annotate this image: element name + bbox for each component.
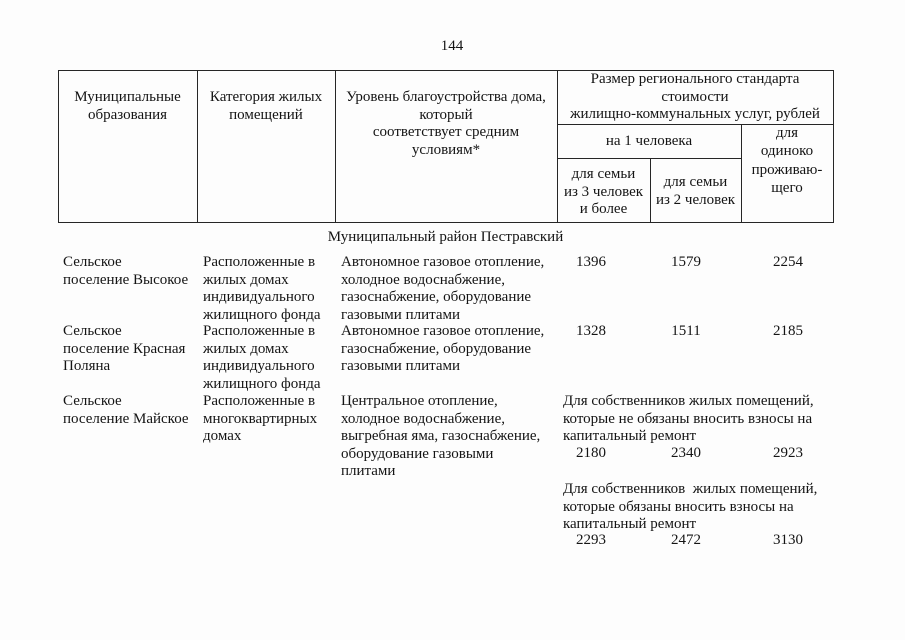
header-line: для — [775, 125, 799, 141]
row-level — [341, 323, 544, 376]
header-line: помещений — [229, 106, 303, 123]
header-line: из 3 человек — [563, 183, 644, 200]
cell-line: Сельское — [63, 393, 122, 409]
cell-line: которые обязаны вносить взносы на — [563, 498, 794, 515]
row-level — [341, 393, 540, 481]
header-line: проживаю- — [751, 161, 823, 178]
header-line: для семьи — [663, 174, 728, 190]
cell-line: жилых домах — [203, 340, 289, 357]
cell-line: которые не обязаны вносить взносы на — [563, 410, 813, 427]
header-level — [335, 89, 557, 159]
cell-line: выгребная яма, газоснабжение, — [341, 428, 541, 444]
value-family-2: 2340 — [671, 445, 701, 461]
owners-note — [563, 481, 817, 534]
value-single: 2254 — [773, 254, 803, 270]
cell-line: многоквартирных — [203, 410, 318, 427]
cell-line: Центральное отопление, — [341, 393, 498, 409]
value-family-3: 1328 — [576, 323, 606, 339]
cell-line: холодное водоснабжение, — [341, 271, 505, 288]
cell-line: поселение Красная — [63, 340, 186, 357]
cell-line: индивидуального — [203, 289, 315, 305]
cell-line: домах — [203, 428, 242, 444]
cell-line: капитальный ремонт — [563, 428, 697, 444]
header-line: образования — [87, 106, 168, 123]
district-title-text: Муниципальный район Пестравский — [327, 229, 564, 245]
cell-line: жилищного фонда — [203, 306, 321, 323]
row-municipality — [63, 393, 189, 428]
value-family-3: 2180 — [576, 445, 606, 461]
header-line: Уровень благоустройства дома, — [346, 89, 546, 105]
cell-line: поселение Высокое — [63, 271, 189, 288]
header-line: стоимости — [661, 88, 729, 105]
header-line: жилищно-коммунальных услуг, рублей — [570, 106, 820, 122]
value-family-2: 1511 — [671, 323, 701, 339]
header-single — [741, 124, 833, 197]
row-municipality — [63, 254, 188, 289]
cell-line: жилищного фонда — [203, 375, 321, 392]
cell-line: газовыми плитами — [341, 306, 461, 323]
row-category — [203, 393, 317, 446]
cell-line: Поляна — [63, 358, 111, 374]
cell-line: газовыми плитами — [341, 358, 461, 374]
value-single: 2185 — [773, 323, 803, 339]
cell-line: плитами — [341, 463, 396, 479]
header-line: на 1 человека — [605, 133, 693, 149]
header-line: одиноко — [760, 143, 814, 160]
row-category — [203, 254, 321, 324]
cell-line: Для собственников жилых помещений, — [563, 481, 818, 497]
header-line: и более — [579, 201, 628, 217]
header-line: щего — [771, 179, 803, 196]
cell-line: Для собственников жилых помещений, — [563, 393, 814, 409]
value-family-3: 2293 — [576, 532, 606, 548]
cell-line: Автономное газовое отопление, — [341, 323, 545, 339]
cell-line: индивидуального — [203, 358, 315, 374]
cell-line: газоснабжение, оборудование — [341, 340, 532, 357]
row-level — [341, 254, 544, 324]
cell-line: поселение Майское — [63, 410, 189, 427]
header-per-person — [557, 133, 741, 151]
value-family-2: 2472 — [671, 532, 701, 548]
value-family-3: 1396 — [576, 254, 606, 270]
cell-line: Сельское — [63, 323, 122, 339]
header-line: Категория жилых — [209, 89, 323, 105]
row-rule — [557, 158, 741, 159]
value-single: 3130 — [773, 532, 803, 548]
cell-line: холодное водоснабжение, — [341, 410, 505, 427]
row-municipality — [63, 323, 185, 376]
district-title — [58, 229, 833, 247]
header-line: из 2 человек — [655, 191, 736, 208]
header-family-3 — [557, 166, 650, 219]
header-standard — [557, 71, 833, 124]
header-family-2 — [650, 174, 741, 209]
cell-line: капитальный ремонт — [563, 516, 697, 532]
header-municipality — [58, 89, 197, 124]
page-number: 144 — [440, 38, 464, 54]
owners-note — [563, 393, 814, 446]
header-line: соответствует средним — [372, 124, 520, 140]
cell-line: Автономное газовое отопление, — [341, 254, 545, 270]
cell-line: жилых домах — [203, 271, 289, 288]
value-single: 2923 — [773, 445, 803, 461]
header-line: который — [419, 106, 473, 123]
cell-line: газоснабжение, оборудование — [341, 289, 532, 305]
header-line: условиям* — [411, 141, 481, 158]
cell-line: Сельское — [63, 254, 122, 270]
row-category — [203, 323, 321, 393]
cell-line: оборудование газовыми — [341, 445, 494, 462]
header-line: Муниципальные — [74, 89, 181, 105]
cell-line: Расположенные в — [203, 323, 316, 339]
cell-line: Расположенные в — [203, 254, 316, 270]
header-category — [197, 89, 335, 124]
header-line: для семьи — [571, 166, 636, 182]
header-line: Размер регионального стандарта — [590, 71, 800, 87]
cell-line: Расположенные в — [203, 393, 316, 409]
value-family-2: 1579 — [671, 254, 701, 270]
